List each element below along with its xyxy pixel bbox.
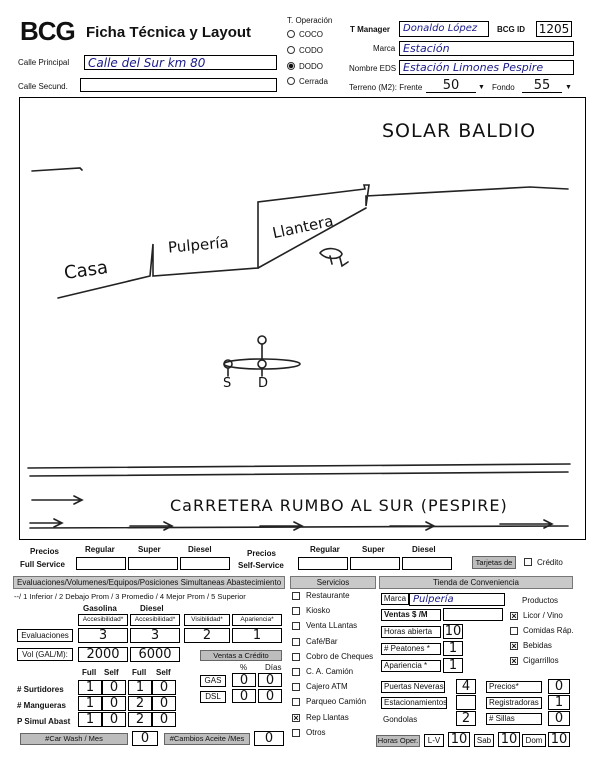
self-super-field[interactable] <box>350 557 400 570</box>
ventas-credito-button[interactable]: Ventas a Crédito <box>200 650 282 661</box>
surtidores-label: # Surtidores <box>17 685 64 694</box>
precios-tienda-label: Precios* <box>486 681 542 693</box>
surtidores-full-gas[interactable]: 1 <box>78 680 102 695</box>
puertas-neveras-label: Puertas Neveras <box>381 681 445 693</box>
full-label-dsl: Full <box>132 668 147 677</box>
producto-label: Licor / Vino <box>523 611 563 620</box>
self-super-header: Super <box>362 545 385 554</box>
t-operacion-label: T. Operación <box>287 16 333 25</box>
precios-full-label-2: Full Service <box>20 560 65 569</box>
producto-label: Bebidas <box>523 641 552 650</box>
radio-coco-label: COCO <box>299 30 323 39</box>
servicios-section-header: Servicios <box>290 576 376 589</box>
mangueras-full-gas[interactable]: 1 <box>78 696 102 711</box>
full-regular-header: Regular <box>85 545 115 554</box>
servicio-checkbox[interactable] <box>292 607 300 615</box>
dsl-pct[interactable]: 0 <box>232 689 256 703</box>
simul-self-dsl[interactable]: 0 <box>152 712 176 727</box>
self-diesel-header: Diesel <box>412 545 436 554</box>
self-regular-field[interactable] <box>298 557 348 570</box>
eval-col-accesibilidad-gas: Accesibilidad* <box>78 614 128 626</box>
servicio-checkbox[interactable] <box>292 638 300 646</box>
calle-principal-label: Calle Principal <box>18 58 70 67</box>
radio-coco[interactable] <box>287 30 295 38</box>
dom-label: Dom <box>522 734 546 747</box>
dom-field[interactable]: 10 <box>548 732 570 747</box>
tree-symbol <box>320 249 348 266</box>
dias-label: Días <box>265 663 282 672</box>
frente-field[interactable]: 50 <box>426 79 476 93</box>
sketch-label-pulperia: Pulpería <box>167 233 230 257</box>
registradoras-label: Registradoras <box>486 697 542 709</box>
cambios-aceite-button[interactable]: #Cambios Aceite /Mes <box>164 733 250 745</box>
servicio-checkbox[interactable] <box>292 668 300 676</box>
eval-col-visibilidad: Visibilidad* <box>184 614 230 626</box>
gas-pct[interactable]: 0 <box>232 673 256 687</box>
logo: BCG <box>20 16 75 46</box>
tienda-marca-field[interactable]: Pulpería <box>409 593 505 606</box>
fondo-dropdown-icon[interactable]: ▼ <box>565 84 572 91</box>
horas-oper-button[interactable]: Horas Oper. <box>377 736 419 745</box>
apariencia-label: Apariencia * <box>381 660 441 672</box>
carwash-button[interactable]: #Car Wash / Mes <box>20 733 128 745</box>
sketch-label-s: S <box>223 376 232 391</box>
evaluaciones-row-label: Evaluaciones <box>17 629 73 642</box>
producto-checkbox[interactable]: × <box>511 656 517 666</box>
precios-self-label: Precios <box>247 549 276 558</box>
bcg-id-field[interactable]: 1205 <box>536 21 572 37</box>
servicio-label: Parqueo Camión <box>306 697 367 707</box>
sketch-label-llantera: Llantera <box>270 211 335 243</box>
road-edge-upper <box>28 464 570 468</box>
simul-self-gas[interactable]: 0 <box>102 712 126 727</box>
producto-label: Comidas Ráp. <box>523 626 574 635</box>
pct-label: % <box>240 663 248 672</box>
sillas-label: # Sillas <box>486 713 542 725</box>
self-label-dsl: Self <box>156 668 171 677</box>
servicio-label: Rep Llantas <box>306 712 349 722</box>
radio-cerrada[interactable] <box>287 77 295 85</box>
puertas-neveras-field[interactable]: 4 <box>456 679 476 694</box>
servicio-checkbox[interactable]: × <box>293 712 299 723</box>
servicio-checkbox[interactable] <box>292 653 300 661</box>
sab-field[interactable]: 10 <box>498 732 520 747</box>
eval-accesibilidad-dsl[interactable]: 3 <box>130 628 180 643</box>
lv-label: L-V <box>424 734 444 747</box>
servicio-label: Otros <box>306 727 326 737</box>
dsl-label: DSL <box>200 691 226 703</box>
peatones-label: # Peatones * <box>381 643 441 655</box>
horas-abierta-field[interactable]: 10 <box>444 624 462 639</box>
rating-legend: --/ 1 Inferior / 2 Debajo Prom / 3 Promedio / 4 Mejor Prom / 5 Superior <box>14 592 246 601</box>
mangueras-label: # Mangueras <box>17 701 66 710</box>
self-label-gas: Self <box>104 668 119 677</box>
cambios-aceite-field[interactable]: 0 <box>254 731 284 746</box>
radio-codo-label: CODO <box>299 46 323 55</box>
servicio-label: Restaurante <box>306 591 350 600</box>
diesel-label: Diesel <box>140 604 164 613</box>
precios-self-label-2: Self-Service <box>238 561 284 570</box>
marca-label: Marca <box>373 44 396 53</box>
servicio-checkbox[interactable] <box>292 622 300 630</box>
sketch-label-casa: Casa <box>62 257 110 284</box>
producto-checkbox[interactable] <box>510 627 518 635</box>
self-diesel-field[interactable] <box>402 557 452 570</box>
estacionamientos-field[interactable] <box>456 695 476 710</box>
tarjetas-button[interactable]: Tarjetas de <box>472 556 516 569</box>
road-label: CaRRETERA RUMBO AL SUR (PESPIRE) <box>170 496 508 515</box>
full-diesel-field[interactable] <box>180 557 230 570</box>
servicio-checkbox[interactable] <box>292 729 300 737</box>
dispenser-d <box>258 360 266 368</box>
eval-accesibilidad-gas[interactable]: 3 <box>78 628 128 643</box>
calle-secund-label: Calle Secund. <box>18 82 68 91</box>
ventas-label: Ventas $ /M <box>381 609 441 621</box>
surtidores-self-dsl[interactable]: 0 <box>152 680 176 695</box>
terreno-label: Terreno (M2): Frente <box>349 83 423 92</box>
radio-cerrada-label: Cerrada <box>299 77 328 86</box>
producto-checkbox[interactable]: × <box>511 641 517 651</box>
tienda-section-header: Tienda de Conveniencia <box>379 576 573 589</box>
full-diesel-header: Diesel <box>188 545 212 554</box>
full-label-gas: Full <box>82 668 97 677</box>
sillas-field[interactable]: 0 <box>548 711 570 726</box>
estacionamientos-label: Estacionamientos <box>381 697 447 709</box>
frente-dropdown-icon[interactable]: ▼ <box>478 84 485 91</box>
ventas-field[interactable] <box>443 608 503 621</box>
radio-dodo[interactable] <box>287 62 295 70</box>
gasolina-label: Gasolina <box>83 604 117 613</box>
dispenser-d-top <box>258 336 266 344</box>
carwash-field[interactable]: 0 <box>132 731 158 746</box>
simul-full-dsl[interactable]: 2 <box>128 712 152 727</box>
sketch-drawing <box>20 98 587 541</box>
eval-col-apariencia: Apariencia* <box>232 614 282 626</box>
servicio-label: Cobro de Cheques <box>306 651 374 661</box>
vol-gasolina[interactable]: 2000 <box>78 647 128 662</box>
horas-abierta-label: Horas abierta <box>381 626 441 638</box>
sab-label: Sab <box>474 734 494 747</box>
eval-col-accesibilidad-dsl: Accesibilidad* <box>130 614 180 626</box>
servicio-label: Venta LLantas <box>306 621 358 631</box>
full-regular-field[interactable] <box>76 557 126 570</box>
radio-codo[interactable] <box>287 46 295 54</box>
dsl-dias[interactable]: 0 <box>258 689 282 703</box>
mangueras-full-dsl[interactable]: 2 <box>128 696 152 711</box>
servicio-label: Café/Bar <box>306 636 338 646</box>
road-edge-lower <box>30 472 568 476</box>
eval-apariencia[interactable]: 1 <box>232 628 282 643</box>
servicio-checkbox[interactable] <box>292 698 300 706</box>
bcg-id-label: BCG ID <box>497 25 525 34</box>
evaluaciones-section-header: Evaluaciones/Volumenes/Equipos/Posiciones Simultaneas Abastecimiento <box>13 576 285 589</box>
simul-abast-label: P Simul Abast <box>17 717 71 726</box>
radio-dodo-label: DODO <box>299 62 323 71</box>
vol-label: Vol (GAL/M): <box>17 648 73 661</box>
surtidores-full-dsl[interactable]: 1 <box>128 680 152 695</box>
peatones-field[interactable]: 1 <box>443 641 463 656</box>
fondo-field[interactable]: 55 <box>522 79 562 93</box>
mangueras-self-gas[interactable]: 0 <box>102 696 126 711</box>
simul-full-gas[interactable]: 1 <box>78 712 102 727</box>
gas-dias[interactable]: 0 <box>258 673 282 687</box>
full-super-header: Super <box>138 545 161 554</box>
page-title: Ficha Técnica y Layout <box>86 24 252 41</box>
servicio-label: C. A. Camión <box>306 667 354 676</box>
apariencia-field[interactable]: 1 <box>443 658 463 673</box>
calle-principal-field[interactable]: Calle del Sur km 80 <box>84 55 277 70</box>
gas-label: GAS <box>200 675 226 687</box>
sketch-title: SOLAR BALDIO <box>382 120 537 142</box>
sketch-label-d: D <box>258 376 269 391</box>
layout-sketch <box>19 97 586 540</box>
t-manager-field[interactable]: Donaldo López <box>399 21 489 37</box>
marca-field[interactable]: Estación <box>399 41 574 56</box>
calle-secund-field[interactable] <box>80 78 277 92</box>
tienda-marca-label: Marca <box>381 593 409 605</box>
precios-full-label: Precios <box>30 547 59 556</box>
servicio-checkbox[interactable] <box>292 683 300 691</box>
producto-label: Cigarrillos <box>523 656 559 665</box>
registradoras-field[interactable]: 1 <box>548 695 570 710</box>
gondolas-label: Gondolas <box>383 715 418 724</box>
vol-diesel[interactable]: 6000 <box>130 647 180 662</box>
credito-checkbox[interactable] <box>524 558 532 566</box>
lv-field[interactable]: 10 <box>448 732 470 747</box>
mangueras-self-dsl[interactable]: 0 <box>152 696 176 711</box>
precios-tienda-field[interactable]: 0 <box>548 679 570 694</box>
nombre-eds-label: Nombre EDS <box>349 64 397 73</box>
full-super-field[interactable] <box>128 557 178 570</box>
t-manager-label: T Manager <box>350 25 391 34</box>
fondo-label: Fondo <box>492 83 515 92</box>
servicio-checkbox[interactable] <box>292 592 300 600</box>
surtidores-self-gas[interactable]: 0 <box>102 680 126 695</box>
eval-visibilidad[interactable]: 2 <box>184 628 230 643</box>
producto-checkbox[interactable]: × <box>511 611 517 621</box>
nombre-eds-field[interactable]: Estación Limones Pespire <box>399 60 574 75</box>
servicio-label: Kiosko <box>306 606 331 616</box>
servicio-label: Cajero ATM <box>306 682 348 692</box>
productos-label: Productos <box>522 596 559 605</box>
self-regular-header: Regular <box>310 545 340 554</box>
credito-label: Crédito <box>537 558 563 567</box>
gondolas-field[interactable]: 2 <box>456 711 476 726</box>
